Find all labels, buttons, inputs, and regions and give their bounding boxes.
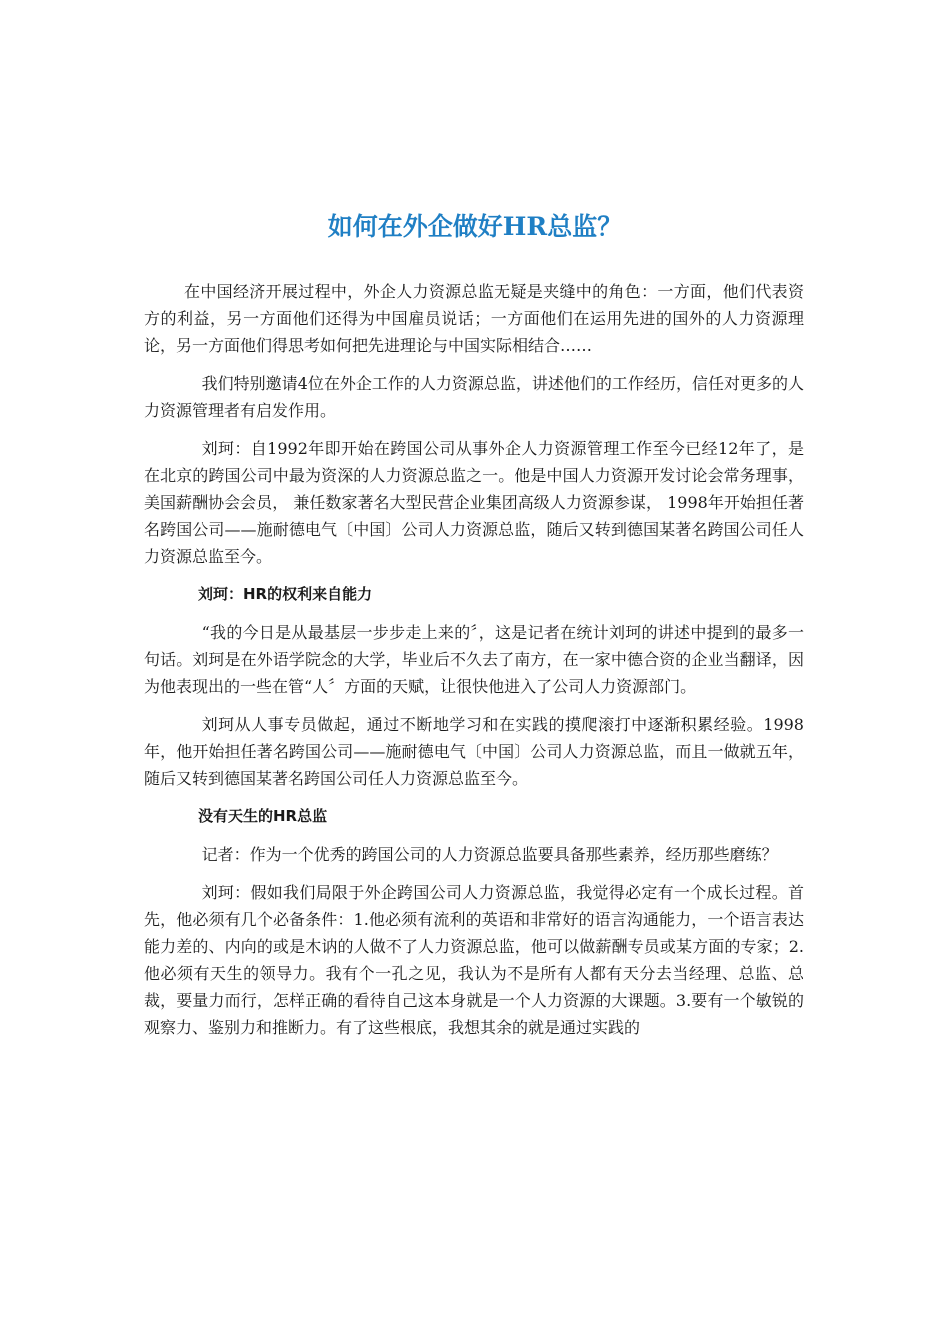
invitation-paragraph: 我们特别邀请4位在外企工作的人力资源总监，讲述他们的工作经历，信任对更多的人力资源管理者有启发作用。 [144, 374, 804, 420]
quote-paragraph: “我的今日是从最基层一步步走上来的〞，这是记者在统计刘珂的讲述中提到的最多一句话。刘珂是在外语学院念的大学，毕业后不久去了南方，在一家中德合资的企业当翻译，因为他表现出的一些在管“人〞方面的天赋，让很快他进入了公司人力资源部门。 [144, 623, 804, 696]
document-title: 如何在外企做好HR总监？ [327, 212, 623, 241]
section-heading: 刘珂：HR的权利来自能力 [198, 585, 373, 603]
section-heading: 没有天生的HR总监 [198, 807, 328, 825]
answer-paragraph: 刘珂：假如我们局限于外企跨国公司人力资源总监，我觉得必定有一个成长过程。首先，他必须有几个必备条件：1.他必须有流利的英语和非常好的语言沟通能力，一个语言表达能力差的、内向的或是木讷的人做不了人力资源总监，他可以做薪酬专员或某方面的专家；2.他必须有天生的领导力。我有个一孔之见，我认为不是所有人都有天分去当经理、总监、总裁，要量力而行，怎样正确的看待自己这本身就是一个人力资源的大课题。3.要有一个敏锐的观察力、鉴别力和推断力。有了这些根底，我想其余的就是通过实践的 [144, 883, 804, 1037]
intro-paragraph: 在中国经济开展过程中，外企人力资源总监无疑是夹缝中的角色：一方面，他们代表资方的利益，另一方面他们还得为中国雇员说话；一方面他们在运用先进的国外的人力资源理论，另一方面他们得思考如何把先进理论与中国实际相结合…… [144, 282, 804, 355]
profile-paragraph: 刘珂：自1992年即开始在跨国公司从事外企人力资源管理工作至今已经12年了，是在北京的跨国公司中最为资深的人力资源总监之一。他是中国人力资源开发讨论会常务理事， 美国薪酬协会会员， 兼任数家著名大型民营企业集团高级人力资源参谋， 1998年开始担任著名跨国公司——施耐德电气〔中国〕公司人力资源总监，随后又转到德国某著名跨国公司任人力资源总监至今。 [144, 439, 804, 566]
document-body [144, 278, 804, 1052]
question-paragraph: 记者：作为一个优秀的跨国公司的人力资源总监要具备那些素养，经历那些磨练？ [201, 845, 778, 864]
career-paragraph: 刘珂从人事专员做起，通过不断地学习和在实践的摸爬滚打中逐渐积累经验。1998年，他开始担任著名跨国公司——施耐德电气〔中国〕公司人力资源总监，而且一做就五年， 随后又转到德国某著名跨国公司任人力资源总监至今。 [144, 715, 804, 788]
